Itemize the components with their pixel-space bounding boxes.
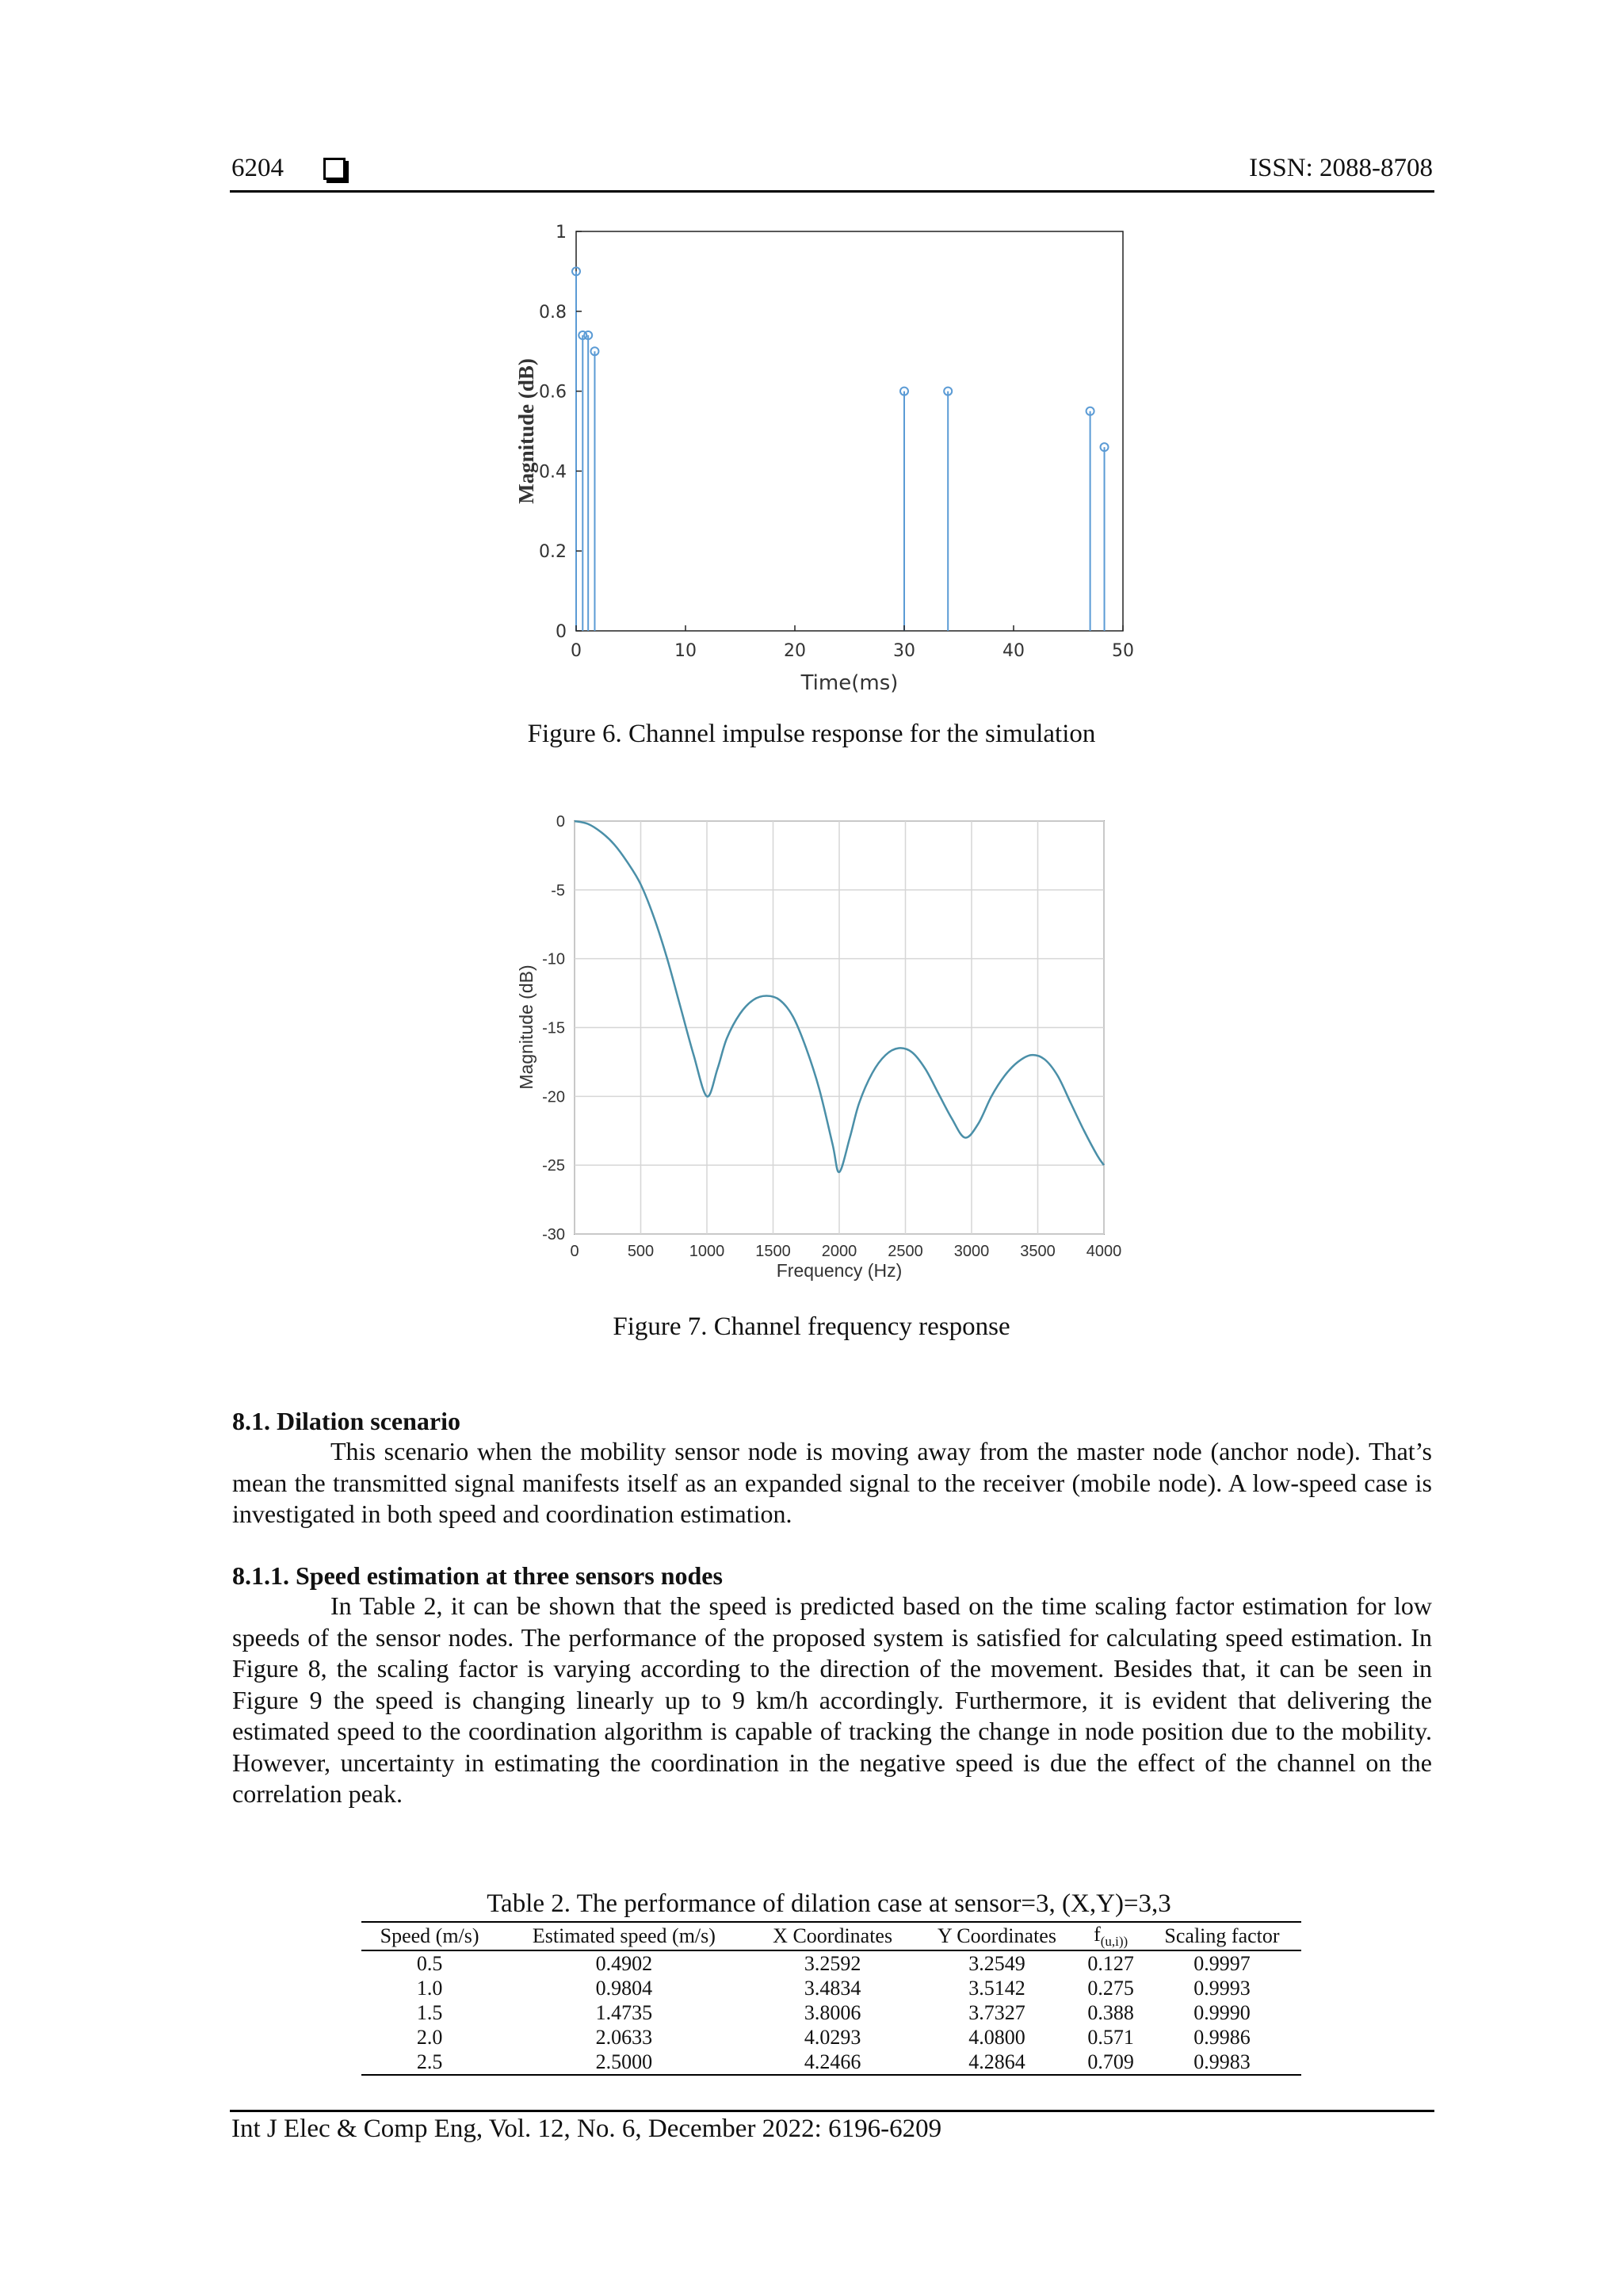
x-axis-label: Frequency (Hz) (776, 1260, 903, 1281)
table-cell: 1.5 (416, 2000, 443, 2024)
subsection-paragraph: In Table 2, it can be shown that the speed is predicted based on the time scaling factor estimation for low speeds of the sensor nodes. The performance of the proposed system is satisfied for calculating speed estimation. In Figure 8, the scaling factor is varying according to the direction of the movement. Besides that, it can be seen in Figure 9 the speed is changing linearly up to 9 km/h accordingly. Furthermore, it is evident that delivering the estimated speed to the coordination algorithm is capable of tracking the change in node position due to the mobility. However, uncertainty in estimating the coordination in the negative speed is due the effect of the channel on the correlation peak. (232, 1591, 1432, 1808)
table-cell: 0.388 (1087, 2000, 1134, 2024)
x-tick-label: 0 (571, 641, 582, 661)
footer-rule (230, 2110, 1434, 2112)
x-tick-label: 30 (893, 641, 915, 661)
y-axis-label: Magnitude (dB) (514, 358, 538, 504)
y-tick-label: -25 (542, 1157, 565, 1175)
table-cell: 0.275 (1087, 1976, 1134, 2000)
table-cell: 4.2864 (968, 2050, 1025, 2073)
x-tick-label: 2500 (888, 1243, 923, 1260)
x-tick-label: 1500 (755, 1243, 791, 1260)
table-cell: 3.8006 (804, 2000, 861, 2024)
square-bullet-icon (323, 158, 346, 180)
y-tick-label: 0.8 (539, 302, 567, 323)
table-cell: 4.2466 (804, 2050, 861, 2073)
plot-frame (576, 231, 1123, 631)
y-tick-label: 0.4 (539, 462, 567, 483)
x-tick-label: 40 (1002, 641, 1025, 661)
y-tick-label: 0 (556, 813, 565, 831)
table-cell: 3.5142 (968, 1976, 1025, 2000)
table-cell: 4.0800 (968, 2025, 1025, 2049)
issn: ISSN: 2088-8708 (1249, 154, 1433, 182)
col-header: Estimated speed (m/s) (498, 1922, 750, 1950)
y-tick-label: 0.2 (539, 542, 567, 563)
table-cell: 3.2592 (804, 1951, 861, 1975)
x-tick-label: 3000 (953, 1243, 990, 1260)
performance-table (361, 1921, 1301, 2076)
table-cell: 0.709 (1087, 2050, 1134, 2073)
col-header: Y Coordinates (915, 1922, 1079, 1950)
section-paragraph: This scenario when the mobility sensor node is moving away from the master node (anchor node). That’s mean the transmitted signal manifests itself as an expanded signal to the receiver (mobile node). A low-speed case is investigated in both speed and coordination estimation. (232, 1437, 1432, 1528)
table-cell: 0.9990 (1193, 2000, 1251, 2024)
y-tick-label: -10 (542, 950, 565, 968)
table-cell: 2.0633 (595, 2025, 653, 2049)
table-cell: 3.7327 (968, 2000, 1025, 2024)
x-tick-label: 20 (784, 641, 806, 661)
x-tick-label: 4000 (1086, 1243, 1122, 1260)
x-tick-label: 1000 (689, 1243, 725, 1260)
table-cell: 0.9993 (1193, 1976, 1251, 2000)
x-tick-label: 50 (1112, 641, 1134, 661)
x-tick-label: 3500 (1020, 1243, 1056, 1260)
y-tick-label: 1 (556, 223, 567, 243)
table-cell: 0.571 (1087, 2025, 1134, 2049)
page-number: 6204 (231, 154, 284, 182)
y-axis-label: Magnitude (dB) (516, 965, 537, 1090)
table-row (361, 2050, 1301, 2075)
y-tick-label: 0 (556, 622, 567, 642)
figure-6-caption: Figure 6. Channel impulse response for the simulation (527, 720, 1096, 748)
table-cell: 0.9804 (595, 1976, 653, 2000)
table-cell: 0.9983 (1193, 2050, 1251, 2073)
figure-7-caption: Figure 7. Channel frequency response (613, 1312, 1010, 1341)
table-cell: 0.9986 (1193, 2025, 1251, 2049)
table-row (361, 1976, 1301, 2000)
y-tick-label: -15 (542, 1019, 565, 1037)
table-cell: 0.127 (1087, 1951, 1134, 1975)
y-tick-label: 0.6 (539, 382, 567, 403)
y-tick-label: -20 (542, 1088, 565, 1106)
table-cell: 1.0 (416, 1976, 443, 2000)
col-header: X Coordinates (750, 1922, 915, 1950)
x-tick-label: 2000 (821, 1243, 857, 1260)
table-cell: 2.0 (416, 2025, 443, 2049)
x-tick-label: 10 (674, 641, 697, 661)
table-cell: 3.2549 (968, 1951, 1025, 1975)
page-header (230, 152, 1434, 193)
x-tick-label: 0 (570, 1243, 579, 1260)
col-header: Speed (m/s) (361, 1922, 498, 1950)
table-cell: 4.0293 (804, 2025, 861, 2049)
y-tick-label: -30 (542, 1226, 565, 1244)
table-row (361, 1950, 1301, 1976)
page-footer: Int J Elec & Comp Eng, Vol. 12, No. 6, December 2022: 6196-6209 (231, 2115, 942, 2143)
table-caption: Table 2. The performance of dilation case at sensor=3, (X,Y)=3,3 (487, 1889, 1171, 1918)
table-cell: 0.5 (416, 1951, 443, 1975)
table-row (361, 2025, 1301, 2050)
table-cell: 3.4834 (804, 1976, 861, 2000)
table-cell: 2.5 (416, 2050, 443, 2073)
x-axis-label: Time(ms) (800, 671, 899, 695)
col-header: $f_{(u,i))}$ (1079, 1922, 1143, 1950)
frequency-response-chart (507, 808, 1157, 1300)
y-tick-label: -5 (551, 881, 565, 900)
col-header: Scaling factor (1143, 1922, 1301, 1950)
table-cell: 2.5000 (595, 2050, 653, 2073)
table-header-row (361, 1922, 1301, 1950)
section-heading: 8.1. Dilation scenario (232, 1407, 460, 1435)
table-cell: 0.9997 (1193, 1951, 1251, 1975)
x-tick-label: 500 (627, 1243, 655, 1260)
impulse-response-chart (507, 214, 1157, 705)
table-cell: 1.4735 (595, 2000, 653, 2024)
subsection-heading: 8.1.1. Speed estimation at three sensors nodes (232, 1561, 723, 1590)
table-cell: 0.4902 (595, 1951, 653, 1975)
table-row (361, 2000, 1301, 2025)
